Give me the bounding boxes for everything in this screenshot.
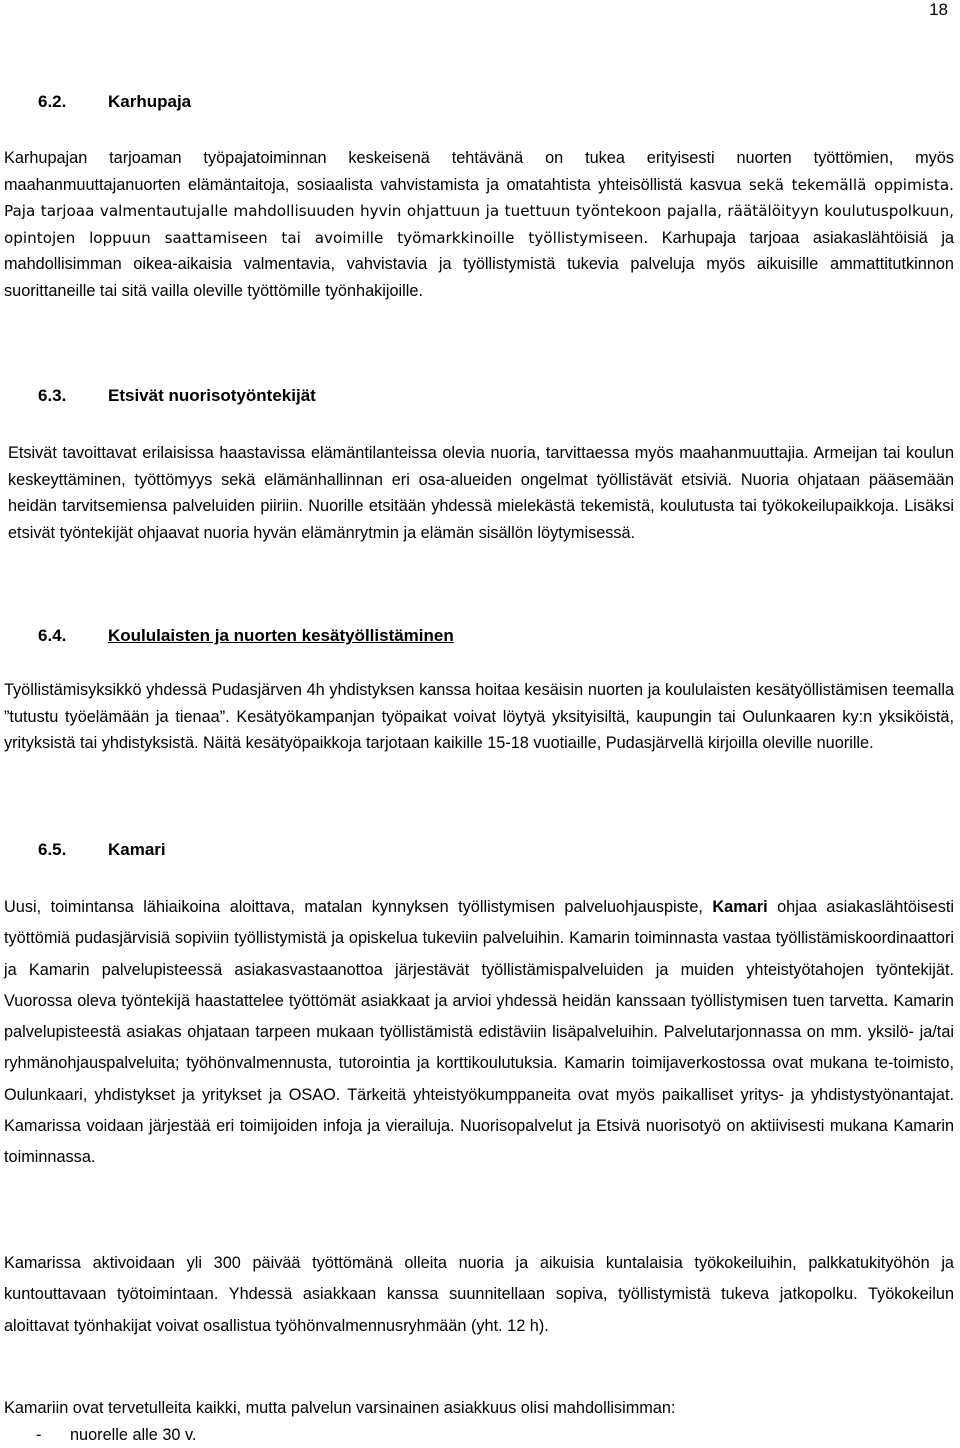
section-number: 6.3. xyxy=(38,386,67,405)
kamari-bold-name: Kamari xyxy=(712,898,768,916)
kamari-text-after: ohjaa asiakaslähtöisesti työttömiä pudasjärvisiä sopiviin työllistymistä ja opiskelua tukeviin palveluihin. Kamarin toiminnasta vastaa työllistämiskoordinaattori ja Kamarin palvelupisteessä asiakasvastaanottoa järjestävät työllistämispalveluiden ja muiden yhteistyötahojen työntekijät. Vuorossa oleva työntekijä haastattelee työttömät asiakkaat ja arvioi yhdessä heidän kanssaan työllistymisen tuen tarvetta. Kamarin palvelupisteestä asiakas ohjataan tarpeen mukaan työllistämistä edistäviin lisäpalveluihin. Palvelutarjonnassa on mm. yksilö- ja/tai ryhmänohjauspalveluita; työhönvalmennusta, tutorointia ja korttikoulutuksia. Kamarin toimijaverkostossa ovat mukana te-toimisto, Oulunkaari, yhdistykset ja yritykset ja OSAO. Tärkeitä yhteistyökumppaneita ovat myös paikalliset yritys- ja yhdistystyönantajat. Kamarissa voidaan järjestää eri toimijoiden infoja ja vierailuja. Nuorisopalvelut ja Etsivä nuorisotyö on aktiivisesti mukana Kamarin toiminnassa. xyxy=(4,898,954,1167)
section-number: 6.5. xyxy=(38,840,67,859)
karhupaja-paragraph xyxy=(4,145,954,305)
kesatyo-paragraph: Työllistämisyksikkö yhdessä Pudasjärven 4h yhdistyksen kanssa hoitaa kesäisin nuorten ja koululaisten kesätyöllistämisen teemalla ”tutustu työelämään ja tienaa”. Kesätyökampanjan työpaikat voivat löytyä yksityisiltä, kaupungin tai Oulunkaaren ky:n yksiköistä, yrityksistä tai yhdistyksistä. Näitä kesätyöpaikkoja tarjotaan kaikille 15-18 vuotiaille, Pudasjärvellä kirjoilla oleville nuorille. xyxy=(4,681,954,753)
list-item xyxy=(36,1426,196,1445)
karhupaja-text-b: sekä tekemällä oppimista. Paja tarjoaa valmentautujalle mahdollisuuden hyvin ohjattuun ja tuettuun työntekoon pajalla, räätälöityyn koulutuspolkuun, opintojen loppuun saattamiseen tai avoimille työmarkkinoille työllistymiseen. xyxy=(4,175,954,247)
section-heading-kesatyollistaminen xyxy=(38,626,454,646)
section-heading-etsivat xyxy=(38,386,316,406)
section-number: 6.2. xyxy=(38,92,67,111)
section-title: Karhupaja xyxy=(108,92,192,111)
kamari-paragraph-2: Kamarissa aktivoidaan yli 300 päivää työttömänä olleita nuoria ja aikuisia kuntalaisia työkokeiluihin, palkkatukityöhön ja kuntouttavaan työtoimintaan. Yhdessä asiakkaan kanssa suunnitellaan sopiva, työllistymistä tukeva jatkopolku. Työkokeilun aloittavat työnhakijat voivat osallistua työhönvalmennusryhmään (yht. 12 h). xyxy=(4,1254,954,1335)
section-heading-karhupaja xyxy=(38,92,191,112)
karhupaja-text-a: Karhupajan tarjoaman työpajatoiminnan keskeisenä tehtävänä on tukea erityisesti nuorten työttömien, myös maahanmuuttajanuorten elämäntaitoja, sosiaalista vahvistamista ja omatahtista yhteisöllistä kasvua xyxy=(4,149,954,194)
list-dash: - xyxy=(36,1426,42,1444)
etsivat-paragraph: Etsivät tavoittavat erilaisissa haastavissa elämäntilanteissa olevia nuoria, tarvittaessa myös maahanmuuttajia. Armeijan tai koulun keskeyttäminen, työttömyys sekä elämänhallinnan eri osa-alueiden ongelmat työllistävät etsiviä. Nuoria ohjataan pääsemään heidän tarvitsemiensa palveluiden piiriin. Nuorille etsitään yhdessä mielekästä tekemistä, koulutusta tai työkokeilupaikkoja. Lisäksi etsivät työntekijät ohjaavat nuoria hyvän elämänrytmin ja elämän sisällön löytymisessä. xyxy=(8,444,954,542)
section-title: Kamari xyxy=(108,840,166,859)
karhupaja-text-c: Karhupaja tarjoaa asiakaslähtöisiä ja mahdollisimman oikea-aikaisia valmentavia, vahvistavia ja työllistymistä tukevia palveluja myös aikuisille ammattitutkinnon suorittaneille tai sitä vailla oleville työttömille työnhakijoille. xyxy=(4,228,954,300)
list-item-text: nuorelle alle 30 v. xyxy=(70,1426,197,1444)
section-title: Koululaisten ja nuorten kesätyöllistäminen xyxy=(108,626,454,645)
kamari-paragraph-3: Kamariin ovat tervetulleita kaikki, mutta palvelun varsinainen asiakkuus olisi mahdollisimman: xyxy=(4,1399,676,1417)
kamari-text-before: Uusi, toimintansa lähiaikoina aloittava, matalan kynnyksen työllistymisen palveluohjauspiste, xyxy=(4,898,713,916)
section-number: 6.4. xyxy=(38,626,67,645)
section-heading-kamari xyxy=(38,840,166,860)
kamari-paragraph-1 xyxy=(4,892,954,1174)
section-title: Etsivät nuorisotyöntekijät xyxy=(108,386,316,405)
page-number: 18 xyxy=(929,0,948,19)
